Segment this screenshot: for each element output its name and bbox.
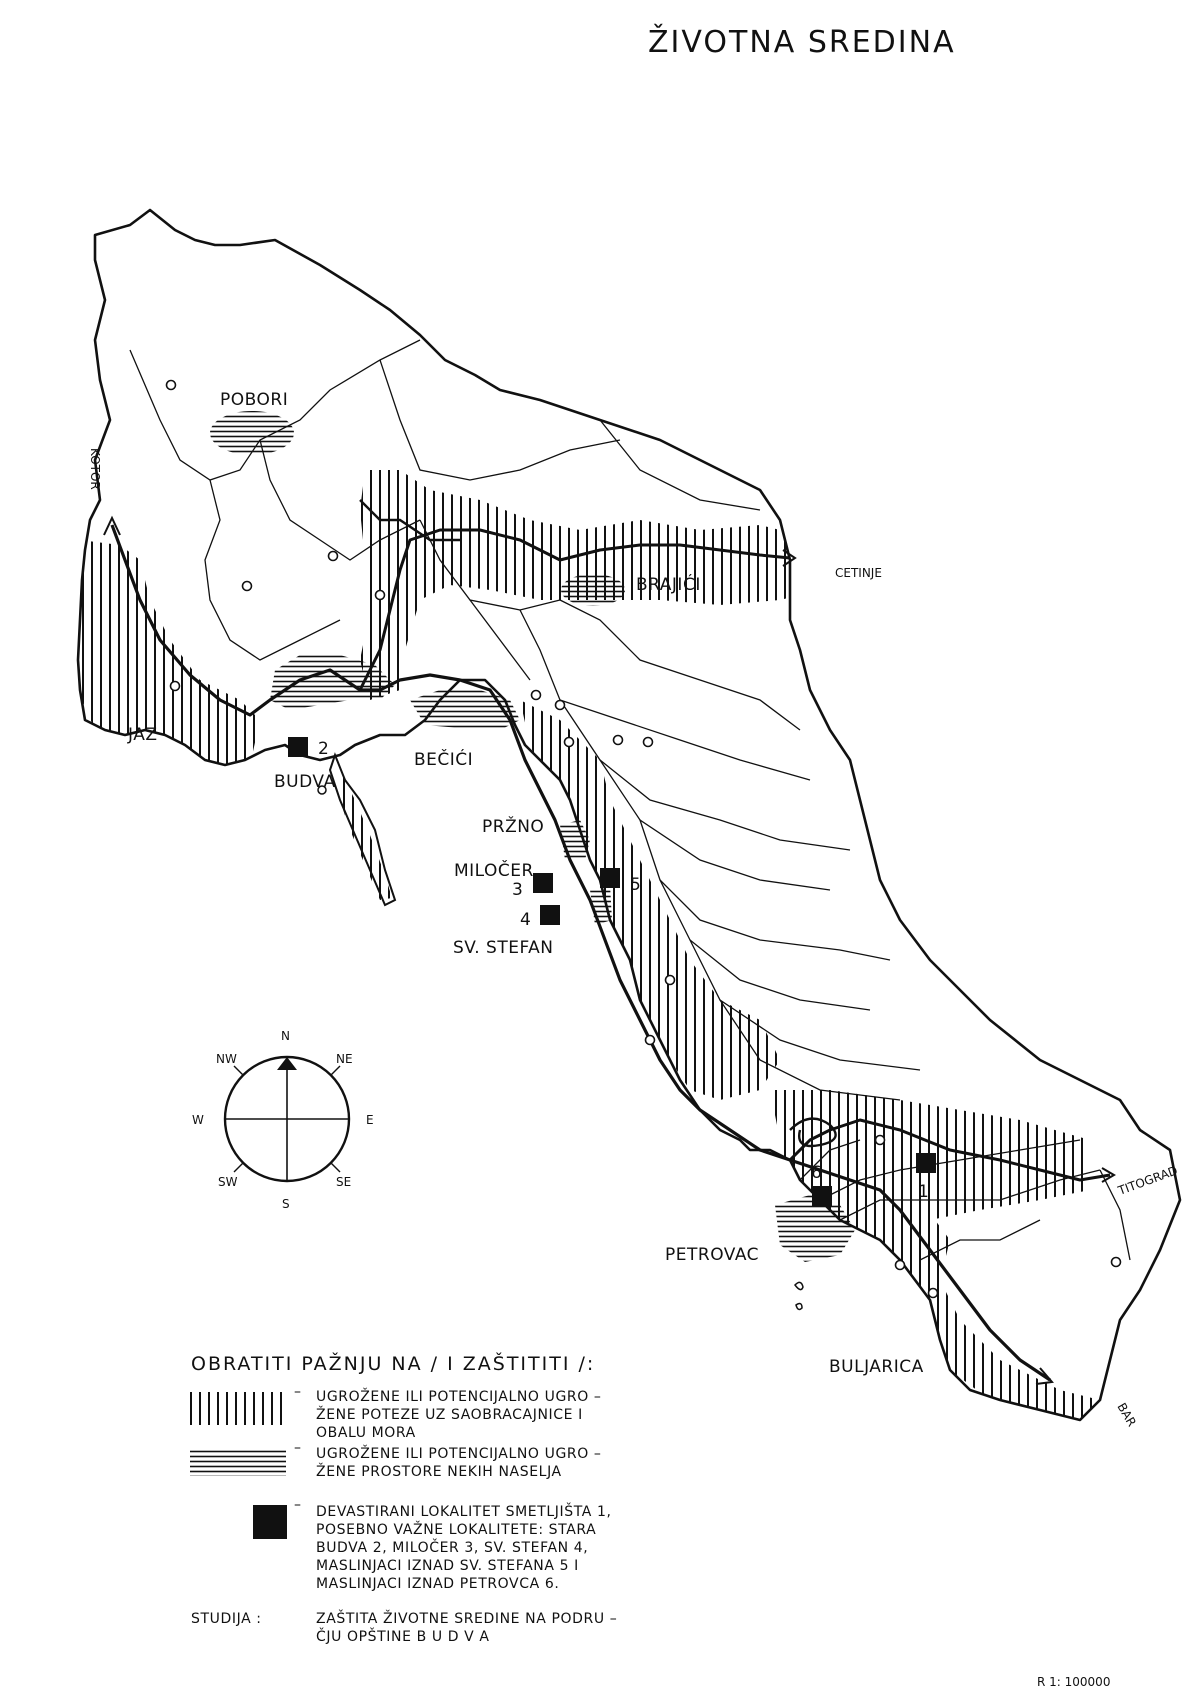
place-pobori: POBORI xyxy=(220,390,289,410)
site-number-6: 6 xyxy=(811,1163,822,1183)
study-label: STUDIJA : xyxy=(191,1611,262,1627)
legend-item3-line2: POSEBNO VAŽNE LOKALITETE: STARA xyxy=(316,1522,597,1538)
place-sv-stefan: SV. STEFAN xyxy=(453,938,554,958)
locality-3 xyxy=(533,873,553,893)
place-becici: BEČIĆI xyxy=(414,750,474,770)
legend-item3-line4: MASLINJACI IZNAD SV. STEFANA 5 I xyxy=(316,1558,579,1574)
compass-s: S xyxy=(282,1197,290,1211)
place-brajici: BRAJIĆI xyxy=(636,575,701,595)
place-przno: PRŽNO xyxy=(482,817,545,837)
legend-item1-line3: OBALU MORA xyxy=(316,1425,416,1441)
place-buljarica: BULJARICA xyxy=(829,1357,924,1377)
study-line1: ZAŠTITA ŽIVOTNE SREDINE NA PODRU – xyxy=(316,1611,618,1627)
compass-e: E xyxy=(366,1113,374,1127)
svg-text:–: – xyxy=(294,1440,302,1456)
islets-petrovac xyxy=(795,1282,803,1309)
map-title: ŽIVOTNA SREDINA xyxy=(648,25,956,60)
north-arrow-icon xyxy=(277,1057,297,1070)
endangered-corridors xyxy=(80,470,1100,1420)
legend-swatch-settlement xyxy=(190,1448,286,1476)
legend xyxy=(190,1351,617,1645)
study-line2: ČJU OPŠTINE B U D V A xyxy=(316,1629,490,1645)
locality-2 xyxy=(288,737,308,757)
site-number-5: 5 xyxy=(630,875,641,895)
road-label-bar: BAR xyxy=(1114,1400,1139,1429)
site-number-3: 3 xyxy=(512,880,523,900)
locality-1 xyxy=(916,1153,936,1173)
legend-swatch-locality xyxy=(253,1505,287,1539)
place-budva: BUDVA xyxy=(274,772,336,792)
compass-rose xyxy=(192,1029,374,1211)
place-jaz: JAZ xyxy=(128,725,158,745)
site-number-4: 4 xyxy=(520,910,531,930)
legend-item3-line3: BUDVA 2, MILOČER 3, SV. STEFAN 4, xyxy=(316,1540,589,1556)
site-number-1: 1 xyxy=(918,1182,929,1202)
legend-item3-line1: DEVASTIRANI LOKALITET SMETLJIŠTA 1, xyxy=(316,1504,612,1520)
place-milocer: MILOČER xyxy=(454,861,534,881)
site-number-2: 2 xyxy=(318,739,329,759)
locality-5 xyxy=(600,868,620,888)
compass-nw: NW xyxy=(216,1052,237,1066)
peninsula-hatch xyxy=(338,770,392,900)
legend-item2-line1: UGROŽENE ILI POTENCIJALNO UGRO – xyxy=(316,1446,602,1462)
compass-ne: NE xyxy=(336,1052,353,1066)
legend-item2-line2: ŽENE PROSTORE NEKIH NASELJA xyxy=(316,1464,562,1480)
legend-item1-line1: UGROŽENE ILI POTENCIJALNO UGRO – xyxy=(316,1389,602,1405)
legend-heading: OBRATITI PAŽNJU NA / I ZAŠTITITI /: xyxy=(191,1353,596,1375)
road-label-cetinje: CETINJE xyxy=(835,566,882,580)
map-scale: R 1: 100000 xyxy=(1037,1675,1111,1689)
legend-item3-line5: MASLINJACI IZNAD PETROVCA 6. xyxy=(316,1576,560,1592)
compass-w: W xyxy=(192,1113,204,1127)
locality-4 xyxy=(540,905,560,925)
svg-text:–: – xyxy=(294,1497,302,1513)
compass-sw: SW xyxy=(218,1175,238,1189)
legend-item1-line2: ŽENE POTEZE UZ SAOBRACAJNICE I xyxy=(316,1407,583,1423)
road-label-kotor: KOTOR xyxy=(88,448,102,490)
road-label-titograd: TITOGRAD xyxy=(1116,1163,1180,1198)
legend-swatch-corridor xyxy=(190,1392,286,1425)
compass-se: SE xyxy=(336,1175,352,1189)
legend-dash: – xyxy=(294,1384,302,1400)
locality-6 xyxy=(812,1186,832,1206)
compass-n: N xyxy=(281,1029,290,1043)
place-petrovac: PETROVAC xyxy=(665,1245,760,1265)
